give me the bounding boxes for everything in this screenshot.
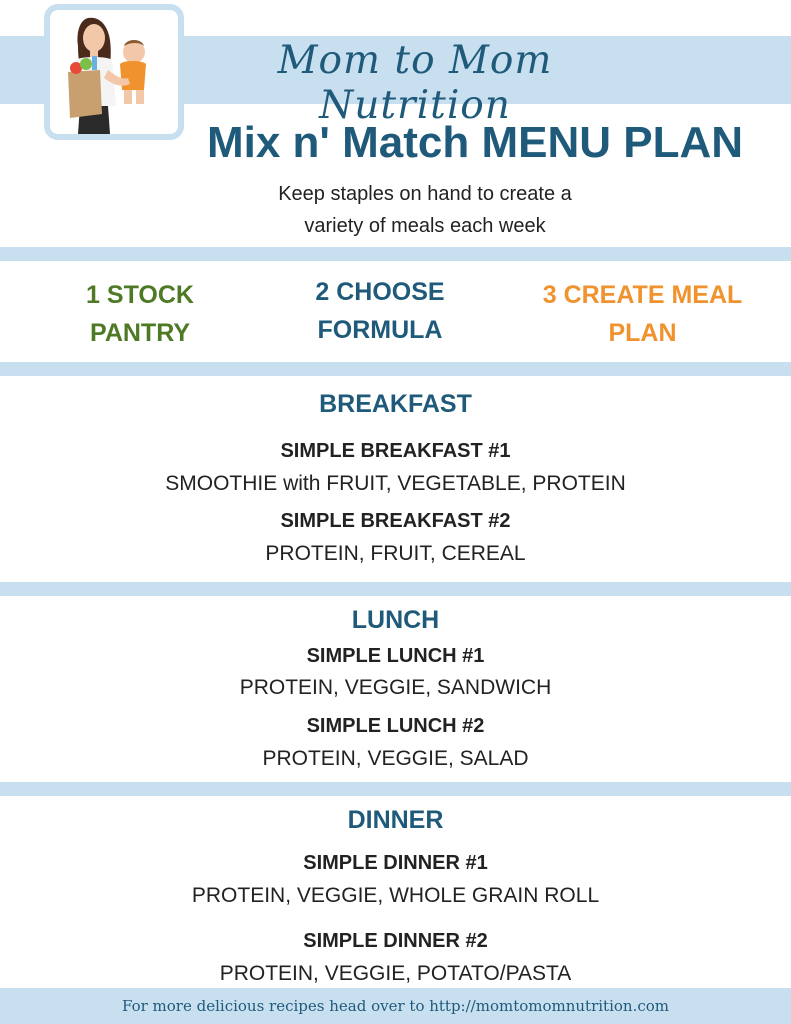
meal-name: SIMPLE LUNCH #2 [306, 715, 485, 737]
step-line: 2 CHOOSE [315, 278, 445, 306]
brand-name: Mom to Mom Nutrition [277, 38, 553, 128]
step-stock-pantry [40, 276, 240, 352]
section-title-dinner: DINNER [347, 806, 444, 834]
step-line: PANTRY [90, 319, 190, 347]
meal-name: SIMPLE DINNER #1 [303, 852, 488, 874]
meal-items: PROTEIN, FRUIT, CEREAL [265, 542, 526, 565]
meal-items: PROTEIN, VEGGIE, WHOLE GRAIN ROLL [191, 884, 600, 907]
meal-name: SIMPLE BREAKFAST #2 [280, 510, 511, 532]
meal-items: PROTEIN, VEGGIE, SANDWICH [239, 676, 552, 699]
subtitle-line: Keep staples on hand to create a [278, 183, 572, 205]
meal-name: SIMPLE DINNER #2 [303, 930, 488, 952]
step-choose-formula [280, 273, 480, 349]
logo-frame [44, 4, 184, 140]
step-line: 1 STOCK [86, 281, 194, 309]
step-line: 3 CREATE MEAL [542, 281, 743, 309]
meal-name: SIMPLE BREAKFAST #1 [280, 440, 511, 462]
page-subtitle [200, 178, 650, 242]
step-line: PLAN [608, 319, 677, 347]
divider-band [0, 582, 791, 596]
step-line: FORMULA [317, 316, 443, 344]
subtitle-line: variety of meals each week [304, 215, 546, 237]
page-title: Mix n' Match MENU PLAN [206, 118, 744, 167]
meal-name: SIMPLE LUNCH #1 [306, 645, 485, 667]
mom-with-baby-and-groceries-icon [50, 10, 178, 134]
step-create-meal-plan [520, 276, 765, 352]
divider-band [0, 362, 791, 376]
section-title-lunch: LUNCH [351, 606, 440, 634]
meal-items: PROTEIN, VEGGIE, POTATO/PASTA [219, 962, 572, 985]
footer-link[interactable]: For more delicious recipes head over to http://momtomomnutrition.com [0, 988, 791, 1024]
meal-items: PROTEIN, VEGGIE, SALAD [262, 747, 529, 770]
divider-band [0, 782, 791, 796]
section-title-breakfast: BREAKFAST [319, 390, 472, 418]
divider-band [0, 247, 791, 261]
meal-items: SMOOTHIE with FRUIT, VEGETABLE, PROTEIN [165, 472, 626, 495]
